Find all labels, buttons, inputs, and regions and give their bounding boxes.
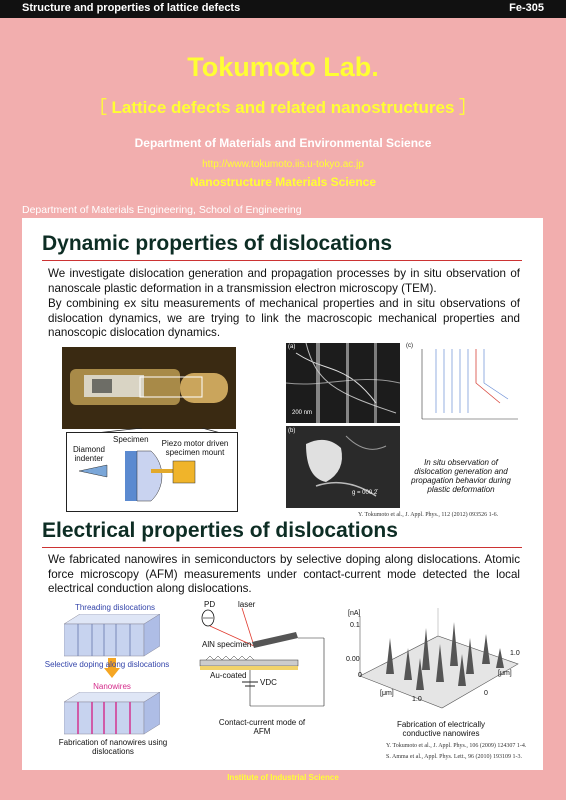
nanowire-block (64, 692, 160, 736)
label-selective-doping: Selective doping along dislocations (44, 660, 170, 669)
label-nanowires: Nanowires (93, 682, 131, 691)
poster-category: Structure and properties of lattice defects (22, 2, 241, 14)
section1-paragraph2: By combining ex situ measurements of mechanical properties and in situ observations of dislocation dynamics, we are trying to link the macroscopic mechanical properties and nanoscopic dislocation dynamics. (48, 297, 520, 339)
label-au-coated: Au-coated (210, 671, 247, 680)
label-threading-dislocations: Threading dislocations (74, 603, 156, 612)
z-axis-unit: [nA] (348, 610, 361, 617)
caption-nanowire-fabrication: Fabrication of nanowires using dislocations (58, 738, 168, 756)
afm-schematic (196, 602, 332, 714)
panel-c-label: (c) (406, 343, 413, 349)
label-vdc: VDC (260, 678, 277, 687)
z-axis-tick-bottom: 0.00 (346, 656, 360, 663)
section1-reference: Y. Tokumoto et al., J. Appl. Phys., 112 (2012) 093526 1-6. (358, 512, 499, 518)
department: Department of Materials and Environmental Science (134, 136, 432, 150)
label-laser: laser (238, 600, 256, 609)
lab-subtitle: ［ Lattice defects and related nanostructures ］ (89, 98, 477, 117)
label-specimen: Specimen (113, 435, 149, 444)
label-aln-specimen: AlN specimen (202, 640, 252, 649)
panel-b-label: (b) (288, 428, 296, 434)
indenter-diagram (66, 432, 238, 512)
section2-heading: Electrical properties of dislocations (42, 519, 398, 542)
tem-image-b (286, 426, 400, 508)
y-axis-tick-end: 1.0 (510, 650, 520, 657)
section2-reference-1: Y. Tokumoto et al., J. Appl. Phys., 106 (2009) 124307 1-4. (386, 743, 527, 749)
top-bar (0, 0, 566, 18)
label-pd: PD (204, 600, 216, 609)
x-axis-tick-start: 0 (358, 672, 362, 679)
y-axis-unit: [μm] (498, 670, 512, 677)
scale-bar-a: 200 nm (292, 410, 313, 416)
section2-rule (42, 547, 522, 548)
g-vector-b: g = 000 2̄ (352, 490, 378, 496)
label-indenter: Diamond indenter (72, 445, 105, 463)
poster-id: Fe-305 (509, 2, 544, 14)
dislocation-schematic-c (404, 343, 522, 423)
section2-reference-2: S. Amma et al., Appl. Phys. Lett., 96 (2010) 193109 1-3. (386, 754, 522, 760)
x-axis-tick-end: 1.0 (412, 696, 422, 703)
label-piezo-motor: Piezo motor driven specimen mount (161, 439, 229, 457)
caption-conductive-nanowires: Fabrication of electrically conductive nanowires (396, 720, 486, 738)
institute-footer: Institute of Industrial Science (227, 773, 339, 782)
group-name: Nanostructure Materials Science (189, 175, 377, 189)
threading-dislocation-block (64, 614, 160, 658)
section1-caption: In situ observation of dislocation generation and propagation behavior during plastic deformation (411, 458, 511, 494)
section1-paragraph1: We investigate dislocation generation and propagation processes by in situ observation of nanoscale plastic deformation in a transmission electron microscopy (TEM). (48, 267, 520, 295)
section1-rule (42, 260, 522, 261)
section2-paragraph: We fabricated nanowires in semiconductors by selective doping along dislocations. Atomic force microscopy (AFM) measurements under contact-current mode detected the local electrical conduction along dislocations. (48, 553, 520, 595)
tem-holder-photo (62, 347, 236, 429)
panel-a-label: (a) (288, 344, 296, 350)
caption-afm-mode: Contact-current mode of AFM (218, 718, 306, 736)
section1-heading: Dynamic properties of dislocations (42, 232, 393, 255)
y-axis-tick-start: 0 (484, 690, 488, 697)
current-map-3d (346, 608, 522, 718)
lab-url[interactable]: http://www.tokumoto.iis.u-tokyo.ac.jp (202, 159, 364, 170)
z-axis-tick-top: 0.1 (350, 622, 360, 629)
lab-name: Tokumoto Lab. (187, 52, 379, 82)
x-axis-unit: [μm] (380, 690, 394, 697)
school-name: Department of Materials Engineering, School of Engineering (22, 204, 302, 216)
